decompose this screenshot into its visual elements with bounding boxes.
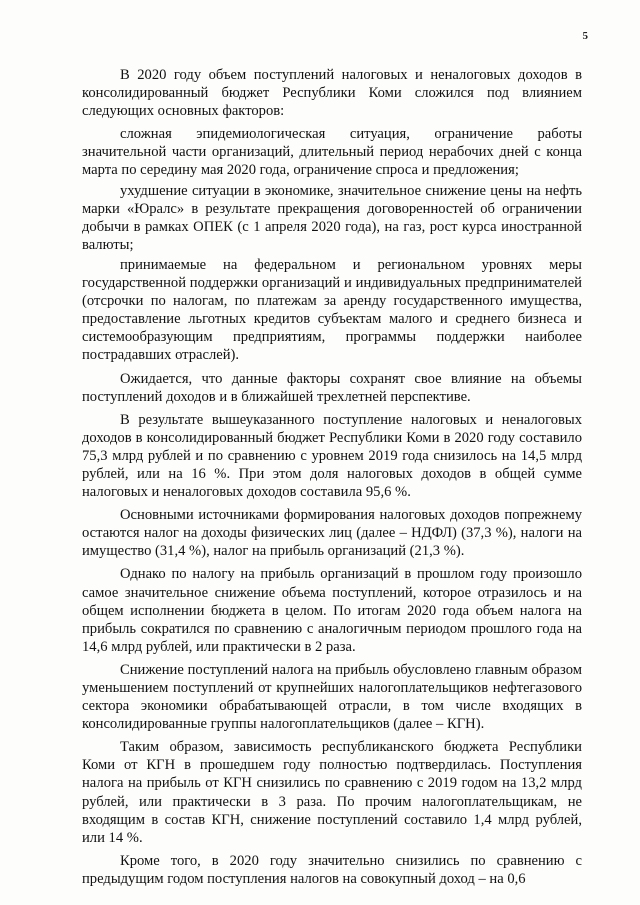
page-number: 5 [582, 30, 588, 42]
paragraph-main-sources: Основными источниками формирования налоговых доходов попрежнему остаются налог на доходы физических лиц (далее – НДФЛ) (37,3 %), налоги на имущество (31,4 %), налог на прибыль организаций (21,3 %). [82, 507, 582, 560]
paragraph-revenue-result: В результате вышеуказанного поступление налоговых и неналоговых доходов в консолидированный бюджет Республики Коми в 2020 году составило 75,3 млрд рублей и по сравнению с уровнем 2019 года снизилось на 14,5 млрд рублей, или на 16 %. При этом доля налоговых доходов в общей сумме налоговых и неналоговых доходов составила 95,6 %. [82, 411, 582, 501]
paragraph-factor-support: принимаемые на федеральном и региональном уровнях меры государственной поддержки организаций и индивидуальных предпринимателей (отсрочки по налогам, по платежам за аренду государственного имущества, предоставление льготных кредитов субъектам малого и среднего бизнеса и системообразующим предприятиям, программы поддержки наиболее пострадавших отраслей). [82, 256, 582, 364]
document-body [82, 66, 582, 893]
paragraph-factor-epidemic: сложная эпидемиологическая ситуация, ограничение работы значительной части организаций, длительный период нерабочих дней с конца марта по середину мая 2020 года, ограничение спроса и предложения; [82, 126, 582, 179]
paragraph-outlook: Ожидается, что данные факторы сохранят свое влияние на объемы поступлений доходов и в ближайшей трехлетней перспективе. [82, 370, 582, 405]
paragraph-factor-economy: ухудшение ситуации в экономике, значительное снижение цены на нефть марки «Юралс» в результате прекращения договоренностей об ограничении добычи в рамках ОПЕК (с 1 апреля 2020 года), на газ, рост курса иностранной валюты; [82, 182, 582, 253]
paragraph-intro: В 2020 году объем поступлений налоговых и неналоговых доходов в консолидированный бюджет Республики Коми сложился под влиянием следующих основных факторов: [82, 67, 582, 120]
paragraph-profit-tax: Однако по налогу на прибыль организаций в прошлом году произошло самое значительное снижение объема поступлений, которое отразилось и на общем исполнении бюджета в целом. По итогам 2020 года объем налога на прибыль сократился по сравнению с аналогичным периодом прошлого года на 14,6 млрд рублей, или практически в 2 раза. [82, 566, 582, 655]
paragraph-kgn-dependence: Таким образом, зависимость республиканского бюджета Республики Коми от КГН в прошедшем году полностью подтвердилась. Поступления налога на прибыль от КГН снизились по сравнению с 2019 годом на 13,2 млрд рублей, или практически в 3 раза. По прочим налогоплательщикам, не входящим в состав КГН, снижение поступлений составило 1,4 млрд рублей, или 14 %. [82, 739, 582, 846]
paragraph-aggregate-income: Кроме того, в 2020 году значительно снизились по сравнению с предыдущим годом поступления налогов на совокупный доход – на 0,6 [82, 852, 582, 887]
paragraph-profit-decline: Снижение поступлений налога на прибыль обусловлено главным образом уменьшением поступлений от крупнейших налогоплательщиков нефтегазового сектора экономики обрабатывающей отрасли, в том числе входящих в консолидированные группы налогоплательщиков (далее – КГН). [82, 661, 582, 733]
